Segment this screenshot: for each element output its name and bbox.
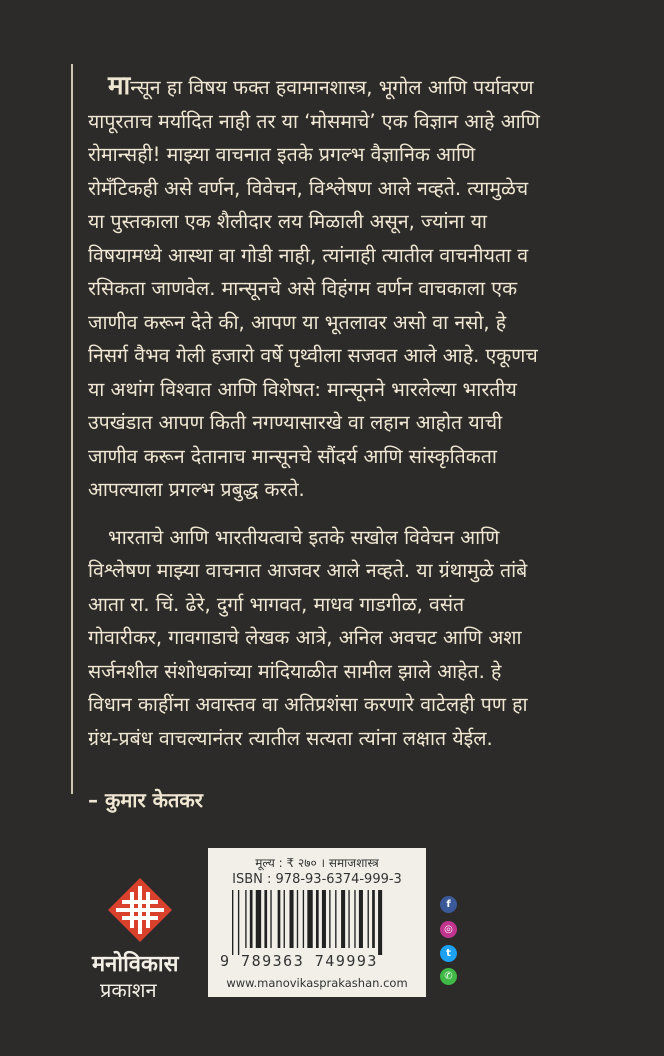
text-line: विश्लेषण माझ्या वाचनात आजवर आले नव्हते. या ग्रंथामुळे तांबे bbox=[88, 559, 528, 582]
barcode-bar bbox=[256, 890, 261, 948]
text-line: रोमँटिकही असे वर्णन, विवेचन, विश्लेषण आले नव्हते. त्यामुळेच bbox=[88, 176, 529, 200]
text-line: विधान काहींना अवास्तव वा अतिप्रशंसा करणारे वाटेलही पण हा bbox=[88, 693, 528, 716]
publisher-subtitle: प्रकाशन bbox=[100, 978, 157, 1002]
drop-cap: मा bbox=[108, 71, 131, 101]
price-category: मूल्य : ₹ २७० । समाजशास्त्र bbox=[255, 856, 379, 870]
text-line: या अथांग विश्वात आणि विशेषत: मान्सूनने भारलेल्या भारतीय bbox=[88, 377, 517, 401]
barcode-bar bbox=[303, 890, 304, 948]
text-line: विषयामध्ये आस्था वा गोडी नाही, त्यांनाही त्यातील वाचनीयता व bbox=[88, 243, 529, 267]
whatsapp-icon[interactable]: ✆ bbox=[440, 968, 457, 985]
barcode-bar bbox=[372, 890, 375, 948]
publisher-name: मनोविकास bbox=[92, 952, 179, 977]
barcode-bar bbox=[232, 890, 233, 955]
barcode-bar bbox=[354, 890, 355, 948]
barcode-bar bbox=[238, 890, 239, 955]
text-line: आपल्याला प्रगल्भ प्रबुद्ध करते. bbox=[88, 478, 305, 501]
instagram-icon[interactable]: ◎ bbox=[440, 921, 457, 938]
barcode-bar bbox=[307, 890, 312, 948]
barcode-bar bbox=[245, 890, 246, 948]
publisher-logo-icon bbox=[108, 878, 172, 942]
website-url: www.manovikasprakashan.com bbox=[226, 976, 408, 990]
paragraph-1 bbox=[88, 70, 648, 507]
text-line: निसर्ग वैभव गेली हजारो वर्षे पृथ्वीला सजवत आले आहे. एकूणच bbox=[88, 344, 538, 367]
text-line: यापूरताच मर्यादित नाही तर या ‘मोसमाचे’ एक विज्ञान आहे आणि bbox=[88, 109, 540, 133]
text-line: रोमान्सही! माझ्या वाचनात इतके प्रगल्भ वैज्ञानिक आणि bbox=[88, 143, 476, 166]
barcode-bar bbox=[278, 890, 281, 948]
barcode-bar bbox=[297, 890, 298, 948]
barcode-bar bbox=[284, 890, 285, 948]
barcode-bar bbox=[341, 890, 345, 948]
barcode-bar bbox=[264, 890, 267, 948]
barcode-bar bbox=[335, 890, 336, 948]
facebook-icon[interactable]: f bbox=[440, 896, 457, 913]
twitter-icon[interactable]: t bbox=[440, 945, 457, 962]
isbn: ISBN : 978-93-6374-999-3 bbox=[232, 872, 402, 887]
barcode bbox=[232, 890, 408, 955]
text-line: गोवारीकर, गावगाडाचे लेखक आत्रे, अनिल अवचट आणि अशा bbox=[88, 626, 522, 649]
barcode-bar bbox=[316, 890, 319, 948]
text-line: जाणीव करून देतानाच मान्सूनचे सौंदर्य आणि सांस्कृतिकता bbox=[88, 444, 497, 468]
margin-rule bbox=[71, 64, 73, 794]
blurb bbox=[88, 70, 648, 755]
line-text: न्सून हा विषय फक्त हवामानशास्त्र, भूगोल आणि पर्यावरण bbox=[130, 76, 534, 99]
barcode-bar bbox=[250, 890, 253, 948]
barcode-bar bbox=[359, 890, 363, 948]
barcode-bar bbox=[322, 890, 326, 948]
paragraph-2 bbox=[88, 521, 648, 756]
barcode-bar bbox=[348, 890, 349, 948]
text-line: आता रा. चिं. ढेरे, दुर्गा भागवत, माधव गाडगीळ, वसंत bbox=[88, 592, 465, 616]
text-line: रसिकता जाणवेल. मान्सूनचे असे विहंगम वर्णन वाचकाला एक bbox=[88, 277, 518, 300]
author-credit: – कुमार केतकर bbox=[88, 788, 203, 812]
text-line: भारताचे आणि भारतीयत्वाचे इतके सखोल विवेचन आणि bbox=[108, 525, 500, 549]
text-line: उपखंडात आपण किती नगण्यासारखे वा लहान आहोत याची bbox=[88, 411, 503, 434]
barcode-bar bbox=[290, 890, 294, 948]
barcode-bar bbox=[270, 890, 271, 948]
text-line: ग्रंथ-प्रबंध वाचल्यानंतर त्यातील सत्यता त्यांना लक्षात येईल. bbox=[88, 726, 493, 750]
barcode-number: 9 789363 749993 bbox=[220, 952, 378, 970]
barcode-bar bbox=[378, 890, 382, 955]
text-line: सर्जनशील संशोधकांच्या मांदियाळीत सामील झाले आहेत. हे bbox=[88, 659, 502, 683]
text-line: जाणीव करून देते की, आपण या भूतलावर असो वा नसो, हे bbox=[88, 310, 507, 334]
text-line: या पुस्तकाला एक शैलीदार लय मिळाली असून, ज्यांना या bbox=[88, 210, 487, 233]
barcode-bar bbox=[329, 890, 330, 948]
text-line bbox=[88, 70, 648, 105]
barcode-panel bbox=[208, 848, 426, 997]
barcode-bar bbox=[368, 890, 369, 948]
